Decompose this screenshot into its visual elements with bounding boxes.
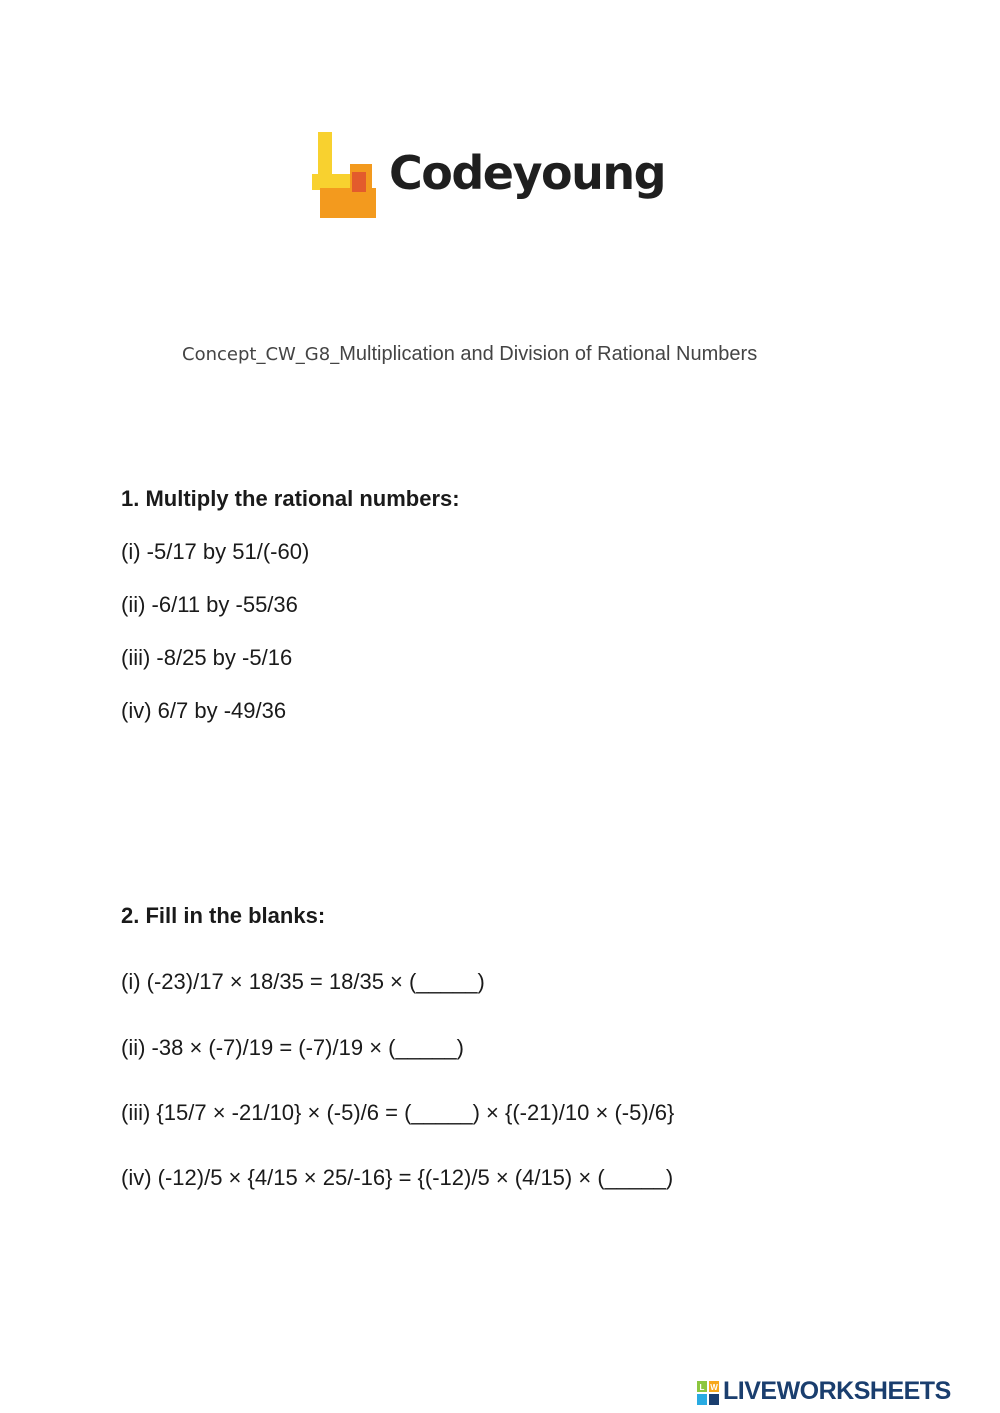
section-1-item-3: (iii) -8/25 by -5/16: [121, 645, 293, 670]
section-1-item-2: (ii) -6/11 by -55/36: [121, 592, 298, 617]
liveworksheets-logo-icon: [697, 1381, 719, 1405]
worksheet-code: Concept_CW_G8_: [182, 344, 340, 365]
section-1-heading: 1. Multiply the rational numbers:: [121, 486, 460, 511]
lw-icon-letter-w: W: [710, 1383, 718, 1392]
codeyoung-logo: [312, 128, 702, 232]
liveworksheets-brand: [697, 1379, 997, 1409]
section-2-item-2[interactable]: (ii) -38 × (-7)/19 = (-7)/19 × (_____): [121, 1035, 464, 1060]
lw-icon-letter-l: L: [699, 1383, 705, 1392]
section-2-item-3[interactable]: (iii) {15/7 × -21/10} × (-5)/6 = (_____) × {(-21)/10 × (-5)/6}: [121, 1100, 675, 1125]
worksheet-topic: Multiplication and Division of Rational Numbers: [339, 343, 758, 365]
section-2-item-4[interactable]: (iv) (-12)/5 × {4/15 × 25/-16} = {(-12)/5 × (4/15) × (_____): [121, 1165, 674, 1190]
section-2-item-1[interactable]: (i) (-23)/17 × 18/35 = 18/35 × (_____): [121, 969, 485, 994]
codeyoung-logo-mark-icon: [312, 128, 378, 222]
section-1-item-1: (i) -5/17 by 51/(-60): [121, 539, 310, 564]
section-2-heading: 2. Fill in the blanks:: [121, 903, 326, 928]
section-1-item-4: (iv) 6/7 by -49/36: [121, 698, 287, 723]
liveworksheets-wordmark: LIVEWORKSHEETS: [723, 1377, 951, 1405]
logo-brand-name: Codeyoung: [389, 146, 665, 200]
worksheet-title: [182, 343, 757, 366]
